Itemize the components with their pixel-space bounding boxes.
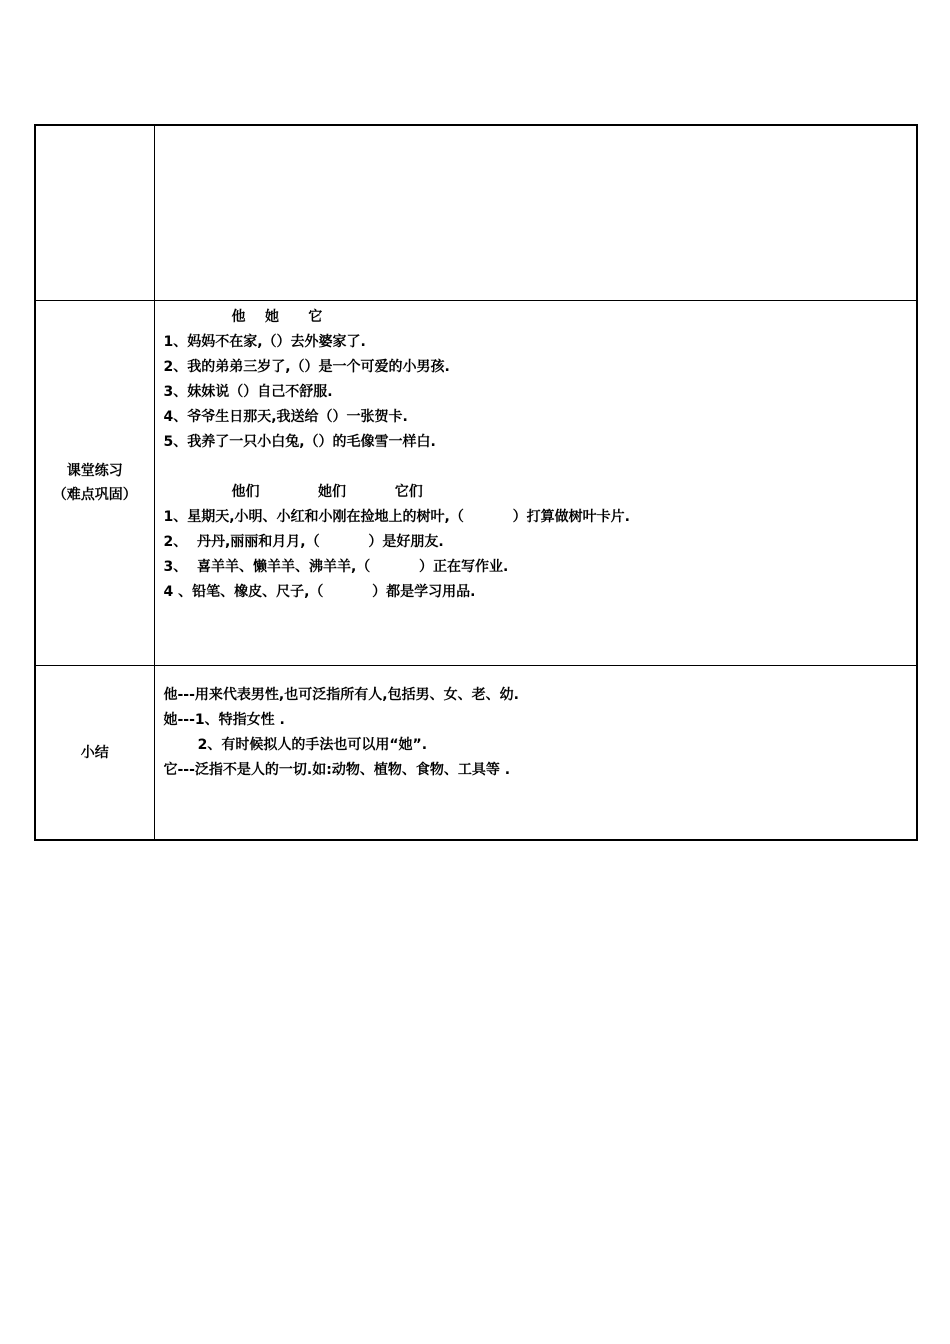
pronoun-header-plural: 他们 她们 它们 [231,484,423,500]
blank-line [164,455,917,480]
exercise-item: 5、我养了一只小白兔,（）的毛像雪一样白. [163,434,436,450]
empty-label-cell [35,125,154,301]
practice-label-cell [35,301,154,666]
exercise-item: 3、妹妹说（）自己不舒服. [163,384,333,400]
exercise-item: 1、星期天,小明、小红和小刚在捡地上的树叶,（ ）打算做树叶卡片. [163,509,630,525]
summary-label: 小结 [80,744,109,761]
lesson-plan-table [34,124,918,841]
pronoun-header-singular: 他 她 它 [231,309,323,325]
summary-line: 她---1、特指女性 . [163,712,285,728]
practice-content-cell [154,301,917,666]
summary-line: 它---泛指不是人的一切.如:动物、植物、食物、工具等 . [163,762,511,778]
exercise-item: 2、我的弟弟三岁了,（）是一个可爱的小男孩. [163,359,450,375]
exercise-item: 3、 喜羊羊、懒羊羊、沸羊羊,（ ）正在写作业. [163,559,509,575]
summary-line: 2、有时候拟人的手法也可以用“她”. [163,737,428,753]
exercise-item: 4、爷爷生日那天,我送给（）一张贺卡. [163,409,408,425]
summary-line: 他---用来代表男性,也可泛指所有人,包括男、女、老、幼. [163,687,519,703]
summary-label-cell [35,666,154,841]
table-row-empty [35,125,917,301]
exercise-item: 4 、铅笔、橡皮、尺子,（ ）都是学习用品. [163,584,476,600]
summary-content-cell [154,666,917,841]
practice-label: 课堂练习 [66,463,123,479]
table-row-practice [35,301,917,666]
empty-content-cell [154,125,917,301]
practice-sublabel: （难点巩固） [52,487,137,503]
table-row-summary [35,666,917,841]
exercise-item: 2、 丹丹,丽丽和月月,（ ）是好朋友. [163,534,444,550]
exercise-item: 1、妈妈不在家,（）去外婆家了. [163,334,366,350]
